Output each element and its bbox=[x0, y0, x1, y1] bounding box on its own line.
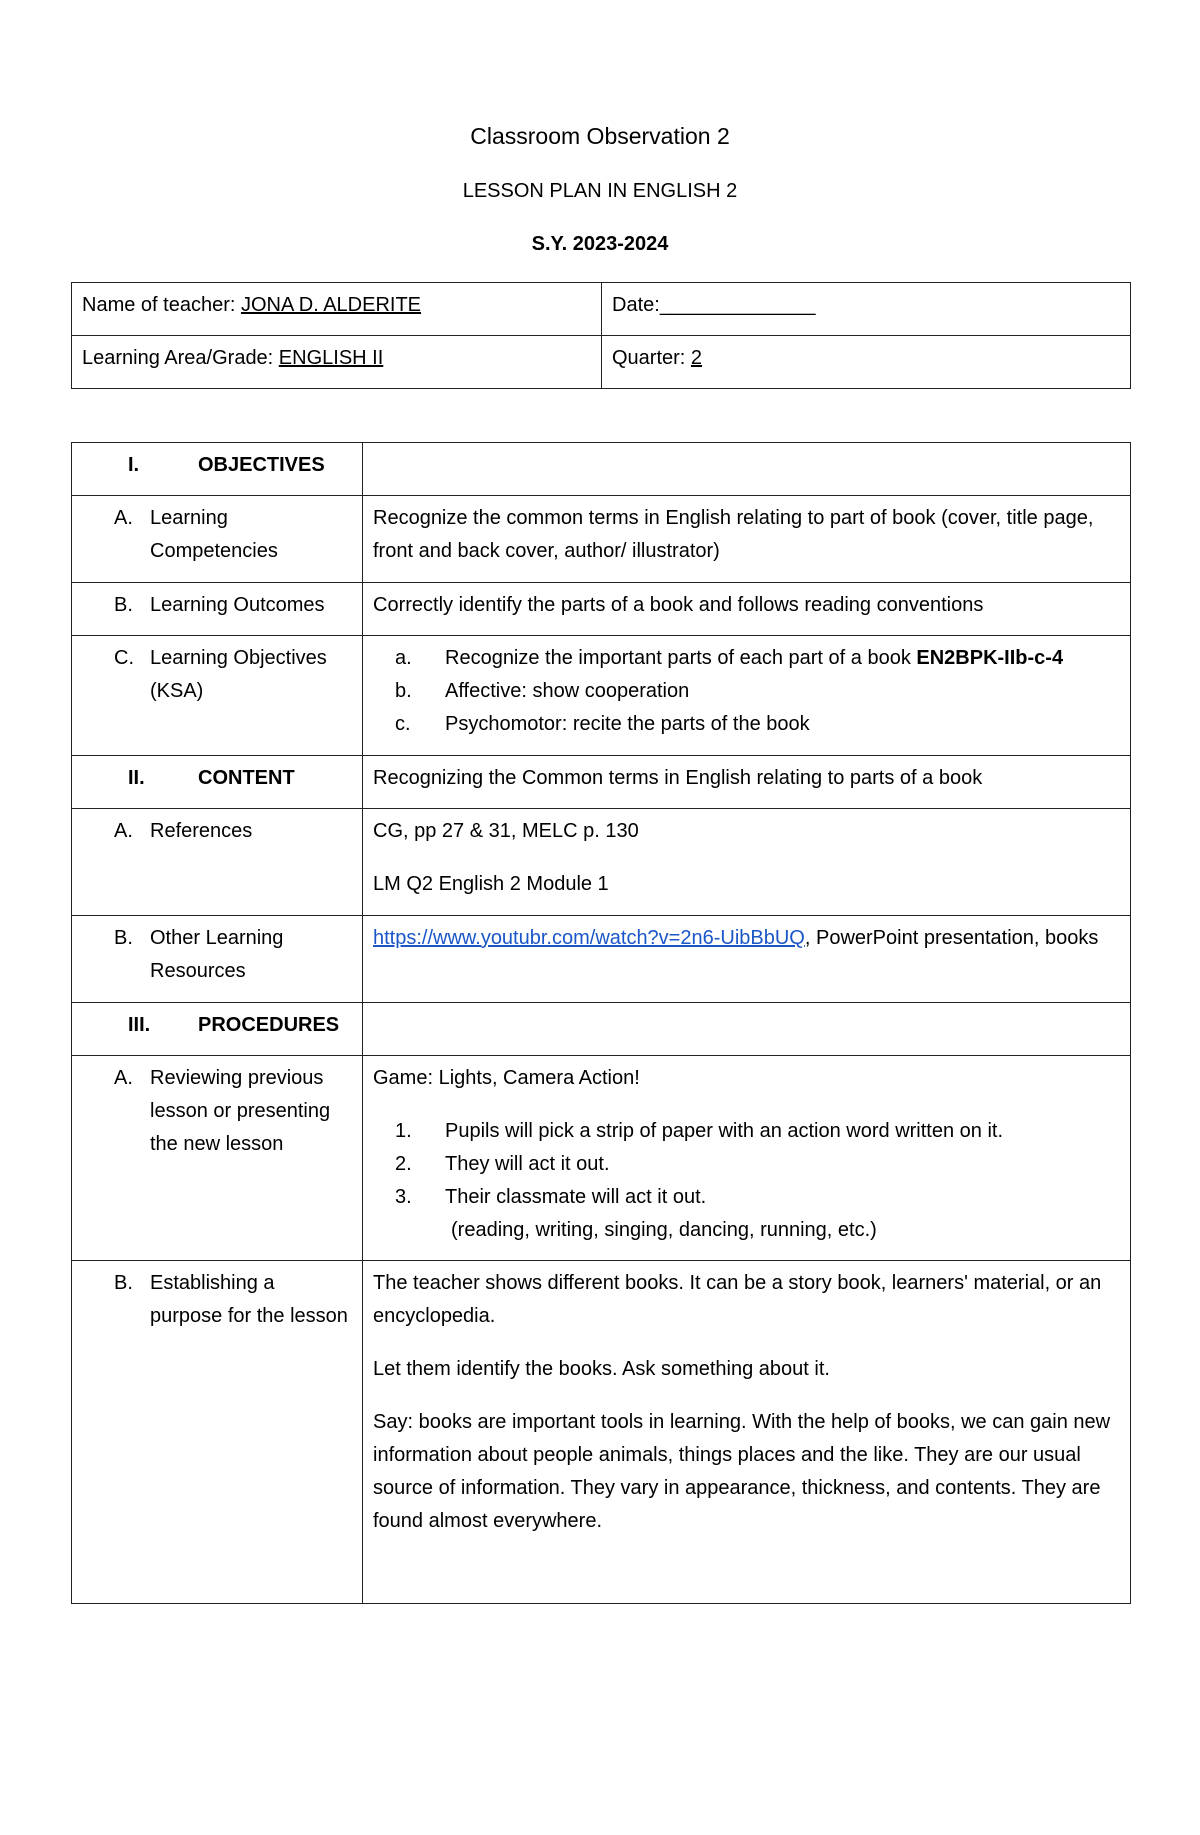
section-heading-content: CONTENT bbox=[198, 767, 295, 789]
quarter-value: 2 bbox=[690, 347, 703, 369]
section-heading-procedures: PROCEDURES bbox=[198, 1014, 340, 1036]
date-blank: ______________ bbox=[659, 294, 816, 316]
other-resources-label: Other Learning Resources bbox=[150, 927, 284, 982]
competency-code: EN2BPK-IIb-c-4 bbox=[916, 647, 1064, 669]
reference-line: LM Q2 English 2 Module 1 bbox=[373, 873, 609, 895]
learning-area-label: Learning Area/Grade: bbox=[82, 347, 279, 369]
competencies-row bbox=[72, 496, 1131, 583]
outcomes-label: Learning Outcomes bbox=[150, 594, 325, 616]
item-marker: A. bbox=[114, 1067, 133, 1089]
document-subtitle: LESSON PLAN IN ENGLISH 2 bbox=[462, 180, 738, 202]
teacher-name: JONA D. ALDERITE bbox=[240, 294, 422, 316]
purpose-paragraph: The teacher shows different books. It can be a story book, learners' material, or an encyclopedia. bbox=[373, 1272, 1102, 1327]
list-item: c. Psychomotor: recite the parts of the book bbox=[395, 713, 810, 735]
section-marker: II. bbox=[128, 767, 145, 789]
school-year: S.Y. 2023-2024 bbox=[531, 233, 669, 255]
action-examples: (reading, writing, singing, dancing, running, etc.) bbox=[451, 1219, 877, 1241]
info-row bbox=[72, 283, 1131, 336]
info-table bbox=[71, 282, 1131, 389]
reference-line: CG, pp 27 & 31, MELC p. 130 bbox=[373, 820, 639, 842]
outcomes-row bbox=[72, 583, 1131, 636]
learning-area-value: ENGLISH II bbox=[278, 347, 384, 369]
purpose-paragraph: Let them identify the books. Ask something about it. bbox=[373, 1358, 830, 1380]
section-marker: III. bbox=[128, 1014, 151, 1036]
item-marker: C. bbox=[114, 647, 134, 669]
info-row bbox=[72, 336, 1131, 389]
game-title: Game: Lights, Camera Action! bbox=[373, 1067, 640, 1089]
objectives-row bbox=[72, 443, 1131, 496]
item-marker: B. bbox=[114, 594, 133, 616]
section-heading-objectives: OBJECTIVES bbox=[198, 454, 325, 476]
item-marker: A. bbox=[114, 507, 133, 529]
purpose-row bbox=[72, 1261, 1131, 1604]
purpose-paragraph: Say: books are important tools in learning. With the help of books, we can gain new information about people animals, things places and the like. They are our usual source of information. They vary in appearance, thickness, and contents. They are found almost everywhere. bbox=[373, 1411, 1111, 1532]
quarter-label: Quarter: bbox=[612, 347, 691, 369]
other-resources-text: , PowerPoint presentation, books bbox=[804, 927, 1099, 949]
quarter-cell bbox=[602, 336, 1131, 389]
lesson-plan-table bbox=[71, 442, 1131, 1604]
reviewing-row bbox=[72, 1056, 1131, 1261]
ksa-row bbox=[72, 636, 1131, 756]
competencies-label: Learning Competencies bbox=[150, 507, 278, 562]
video-link[interactable]: https://www.youtubr.com/watch?v=2n6-UibBbUQ bbox=[373, 927, 805, 949]
teacher-cell bbox=[72, 283, 602, 336]
learning-area-cell bbox=[72, 336, 602, 389]
teacher-label: Name of teacher: bbox=[82, 294, 241, 316]
ksa-label: Learning Objectives (KSA) bbox=[150, 647, 327, 702]
list-item: 3. Their classmate will act it out. bbox=[395, 1186, 707, 1208]
list-item: a. Recognize the important parts of each part of a book EN2BPK-IIb-c-4 bbox=[395, 647, 1064, 669]
purpose-label: Establishing a purpose for the lesson bbox=[150, 1272, 348, 1327]
references-label: References bbox=[150, 820, 253, 842]
references-row bbox=[72, 809, 1131, 916]
section-marker: I. bbox=[128, 454, 140, 476]
item-marker: B. bbox=[114, 1272, 133, 1294]
item-marker: B. bbox=[114, 927, 133, 949]
date-cell bbox=[602, 283, 1131, 336]
reviewing-label: Reviewing previous lesson or presenting the new lesson bbox=[150, 1067, 331, 1155]
outcomes-text: Correctly identify the parts of a book and follows reading conventions bbox=[363, 583, 1131, 636]
content-text: Recognizing the Common terms in English relating to parts of a book bbox=[363, 756, 1131, 809]
competencies-text: Recognize the common terms in English relating to part of book (cover, title page, front and back cover, author/ illustrator) bbox=[363, 496, 1131, 583]
content-row bbox=[72, 756, 1131, 809]
steps-list bbox=[373, 1115, 1120, 1214]
date-label: Date: bbox=[612, 294, 660, 316]
list-item: b. Affective: show cooperation bbox=[395, 680, 690, 702]
list-item: 1. Pupils will pick a strip of paper with an action word written on it. bbox=[395, 1120, 1004, 1142]
other-resources-row bbox=[72, 916, 1131, 1003]
procedures-row bbox=[72, 1003, 1131, 1056]
list-item: 2. They will act it out. bbox=[395, 1153, 610, 1175]
document-title: Classroom Observation 2 bbox=[470, 123, 730, 149]
item-marker: A. bbox=[114, 820, 133, 842]
ksa-list bbox=[373, 642, 1120, 741]
